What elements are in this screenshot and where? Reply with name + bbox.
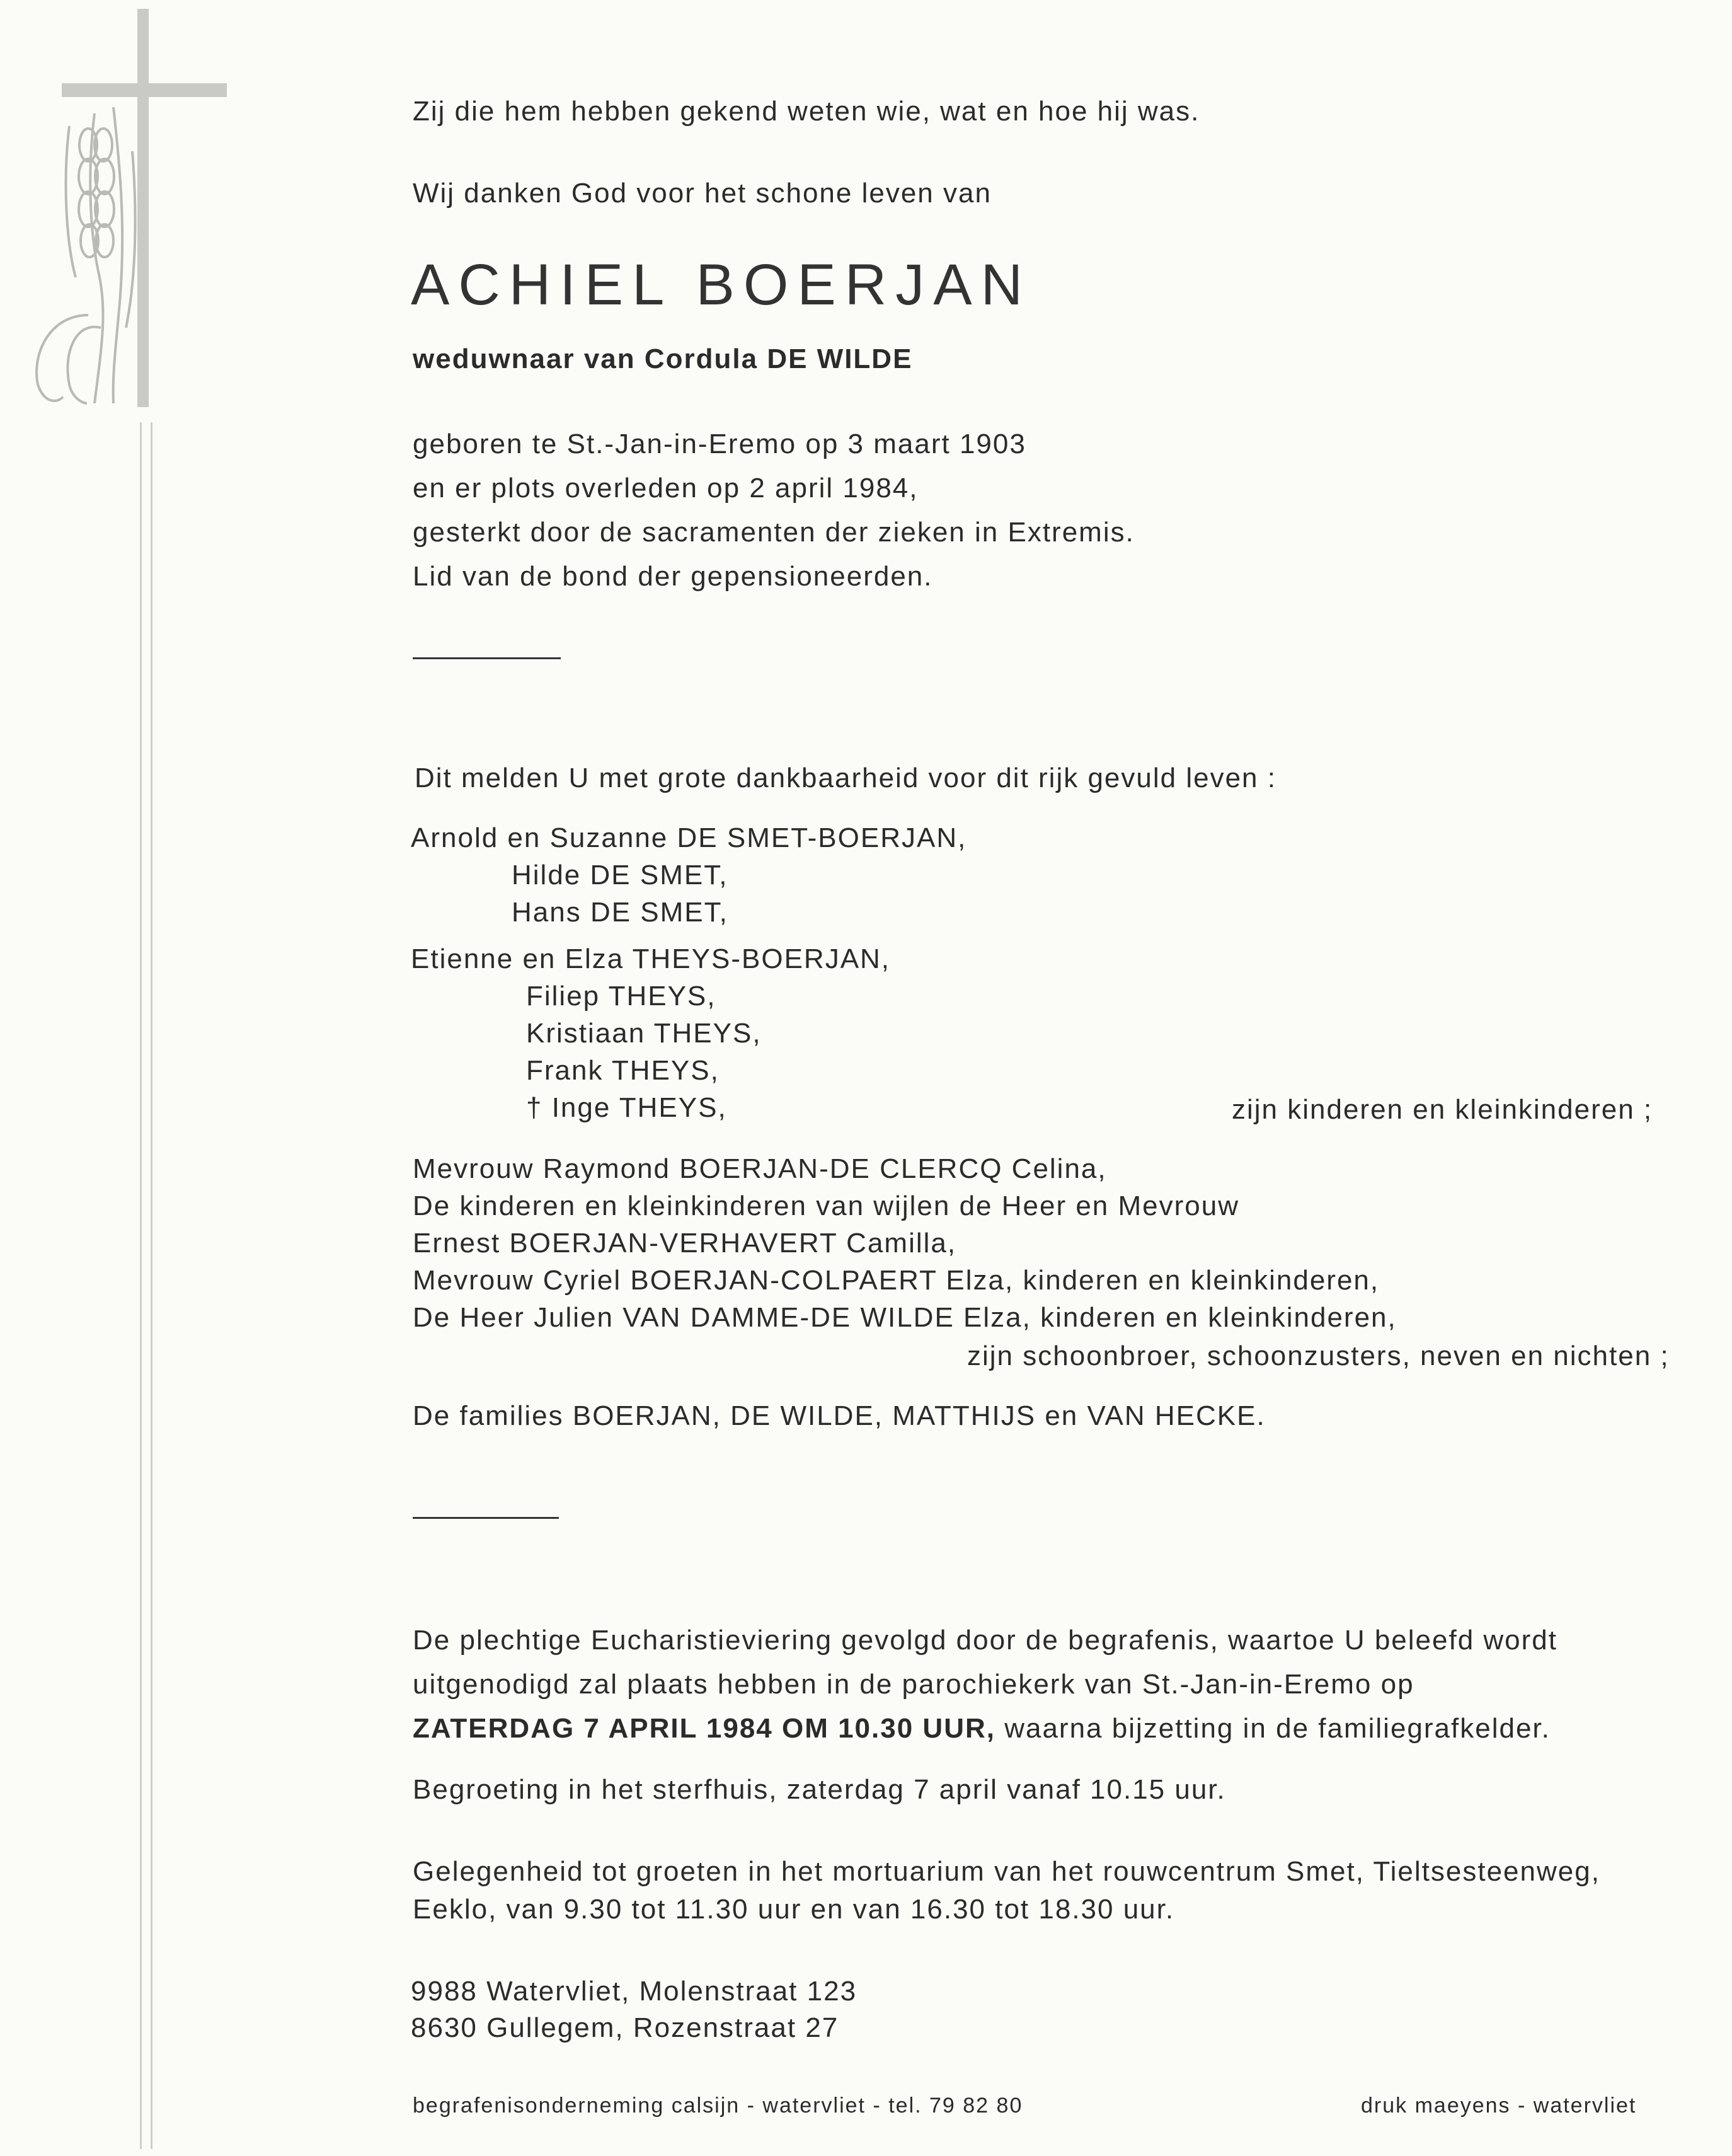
grandchild-line: Kristiaan THEYS, — [526, 1018, 762, 1049]
vertical-line — [140, 422, 152, 2149]
children-role: zijn kinderen en kleinkinderen ; — [1232, 1094, 1653, 1125]
funeral-date-rest: waarna bijzetting in de familiegrafkelder. — [995, 1713, 1551, 1744]
wheat-icon — [25, 88, 151, 416]
detail-line-4: Lid van de bond der gepensioneerden. — [413, 561, 933, 592]
divider-2 — [413, 1517, 559, 1519]
in-law-line: Ernest BOERJAN-VERHAVERT Camilla, — [413, 1228, 957, 1259]
visit-line-1: Gelegenheid tot groeten in het mortuarium van het rouwcentrum Smet, Tieltsesteenweg, — [413, 1856, 1600, 1887]
intro-line-2: Wij danken God voor het schone leven van — [413, 178, 992, 209]
in-law-line: Mevrouw Cyriel BOERJAN-COLPAERT Elza, kinderen en kleinkinderen, — [413, 1265, 1380, 1296]
in-law-line: De kinderen en kleinkinderen van wijlen de Heer en Mevrouw — [413, 1190, 1239, 1221]
funeral-line-2: uitgenodigd zal plaats hebben in de parochiekerk van St.-Jan-in-Eremo op — [413, 1669, 1414, 1700]
funeral-date-line — [413, 1713, 1551, 1744]
grandchild-line: Hans DE SMET, — [512, 897, 728, 928]
detail-line-2: en er plots overleden op 2 april 1984, — [413, 473, 919, 504]
intro-line-1: Zij die hem hebben gekend weten wie, wat en hoe hij was. — [413, 96, 1200, 127]
in-law-line: De Heer Julien VAN DAMME-DE WILDE Elza, kinderen en kleinkinderen, — [413, 1302, 1397, 1333]
detail-line-1: geboren te St.-Jan-in-Eremo op 3 maart 1903 — [413, 429, 1026, 459]
grandchild-line: Hilde DE SMET, — [512, 860, 728, 891]
detail-line-3: gesterkt door de sacramenten der zieken in Extremis. — [413, 517, 1135, 548]
family-intro: Dit melden U met grote dankbaarheid voor dit rijk gevuld leven : — [415, 763, 1276, 793]
divider-1 — [413, 657, 561, 659]
address-line: 8630 Gullegem, Rozenstraat 27 — [411, 2012, 839, 2043]
greeting-line: Begroeting in het sterfhuis, zaterdag 7 april vanaf 10.15 uur. — [413, 1774, 1226, 1805]
spouse-line: weduwnaar van Cordula DE WILDE — [413, 343, 913, 374]
in-laws-role: zijn schoonbroer, schoonzusters, neven en nichten ; — [967, 1340, 1670, 1371]
grandchild-line: Frank THEYS, — [526, 1055, 720, 1086]
printer-footer: druk maeyens - watervliet — [1361, 2094, 1637, 2118]
child-line: Arnold en Suzanne DE SMET-BOERJAN, — [411, 822, 967, 853]
child-line: Etienne en Elza THEYS-BOERJAN, — [411, 943, 891, 974]
funeral-date: ZATERDAG 7 APRIL 1984 OM 10.30 UUR, — [413, 1713, 995, 1744]
funeral-line-1: De plechtige Eucharistieviering gevolgd door de begrafenis, waartoe U beleefd wordt — [413, 1625, 1557, 1656]
in-law-line: Mevrouw Raymond BOERJAN-DE CLERCQ Celina, — [413, 1153, 1107, 1184]
deceased-name: ACHIEL BOERJAN — [411, 253, 1032, 317]
grandchild-line: Filiep THEYS, — [526, 981, 716, 1012]
undertaker-footer: begrafenisonderneming calsijn - watervliet - tel. 79 82 80 — [413, 2094, 1023, 2118]
grandchild-line: † Inge THEYS, — [526, 1092, 727, 1123]
visit-line-2: Eeklo, van 9.30 tot 11.30 uur en van 16.30 tot 18.30 uur. — [413, 1894, 1175, 1925]
address-line: 9988 Watervliet, Molenstraat 123 — [411, 1976, 857, 2007]
families-line: De families BOERJAN, DE WILDE, MATTHIJS en VAN HECKE. — [413, 1400, 1266, 1431]
